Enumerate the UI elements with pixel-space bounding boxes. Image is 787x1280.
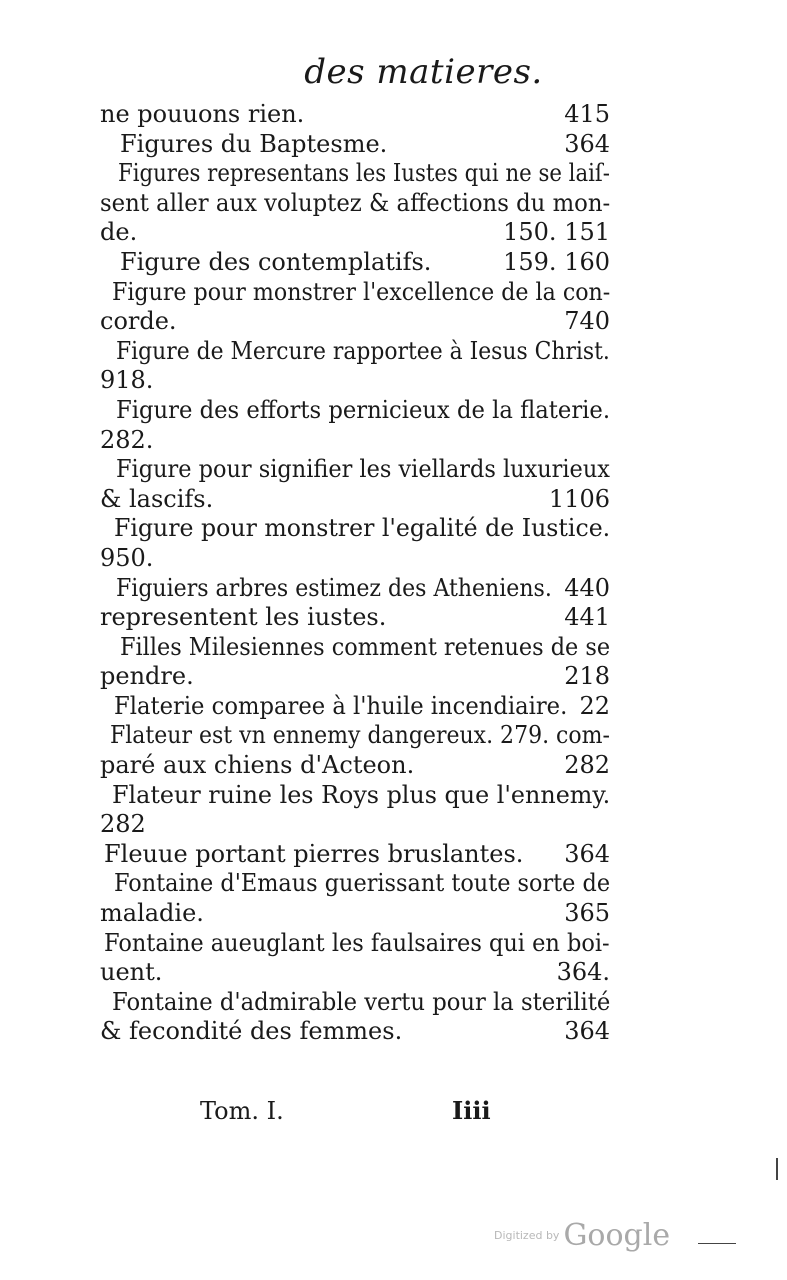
entry-text: 950.	[100, 543, 154, 572]
entry-page-number: 364	[564, 129, 610, 158]
index-line	[100, 751, 610, 781]
index-line	[100, 514, 610, 544]
index-line	[100, 810, 610, 840]
scan-edge-mark	[698, 1243, 736, 1244]
entry-page-number: 365	[564, 899, 610, 928]
index-line	[100, 781, 610, 811]
index-line	[100, 633, 610, 663]
index-line	[100, 130, 610, 160]
tome-label: Tom. I.	[200, 1097, 284, 1125]
entry-text: & lascifs.	[100, 484, 214, 513]
entry-text: Flaterie comparee à l'huile incendiaire.	[114, 691, 568, 720]
index-line	[100, 485, 610, 515]
index-line	[100, 396, 610, 426]
index-line	[100, 958, 610, 988]
entry-text: pendre.	[100, 662, 194, 691]
watermark-brand: Google	[563, 1218, 671, 1253]
entry-text: paré aux chiens d'Acteon.	[100, 751, 415, 780]
index-line	[100, 189, 610, 219]
index-line	[100, 159, 610, 189]
entry-page-number: 441	[564, 603, 610, 632]
index-line	[100, 899, 610, 929]
index-line	[100, 544, 610, 574]
entry-text: maladie.	[100, 899, 204, 928]
entry-text: 282.	[100, 425, 154, 454]
entry-text: corde.	[100, 307, 177, 336]
index-line	[100, 455, 610, 485]
entry-text: & fecondité des femmes.	[100, 1017, 403, 1046]
entry-page-number: 282	[564, 751, 610, 780]
entry-page-number: 440	[564, 573, 610, 602]
entry-page-number: 364	[564, 1017, 610, 1046]
index-line	[100, 869, 610, 899]
entry-text: representent les iustes.	[100, 603, 387, 632]
entry-text: Flateur ruine les Roys plus que l'ennemy.	[112, 780, 611, 809]
entry-text: de.	[100, 218, 138, 247]
entry-page-number: 218	[564, 662, 610, 691]
entry-page-number: 740	[564, 307, 610, 336]
entry-text: Figure des efforts pernicieux de la flaterie.	[116, 395, 611, 424]
entry-text: 282	[100, 810, 146, 839]
entry-text: Fontaine aueuglant les faulsaires qui en boi-	[104, 928, 610, 957]
index-line	[100, 662, 610, 692]
entry-text: sent aller aux voluptez & affections du mon-	[100, 188, 611, 217]
entry-text: Figure pour signifier les viellards luxurieux	[116, 455, 610, 484]
index-line	[100, 840, 610, 870]
entry-text: Figuiers arbres estimez des Atheniens.	[116, 573, 552, 602]
index-line	[100, 988, 610, 1018]
index-line	[100, 1017, 610, 1047]
entry-text: Filles Milesiennes comment retenues de se	[120, 632, 611, 661]
digitization-watermark	[494, 1218, 670, 1253]
entry-page-number: 159. 160	[503, 247, 610, 276]
index-line	[100, 278, 610, 308]
index-line	[100, 426, 610, 456]
entry-page-number: 150. 151	[503, 218, 610, 247]
entry-page-number: 22	[579, 691, 610, 720]
index-line	[100, 248, 610, 278]
entry-text: ne pouuons rien.	[100, 100, 305, 128]
entry-text: Fontaine d'admirable vertu pour la sterilité	[112, 987, 611, 1016]
index-line	[100, 337, 610, 367]
entry-page-number: 1106	[548, 484, 610, 513]
entry-page-number: 364.	[556, 958, 610, 987]
index-line	[100, 574, 610, 604]
entry-text: uent.	[100, 958, 163, 987]
watermark-prefix: Digitized by	[494, 1229, 560, 1242]
entry-text: Figure de Mercure rapportee à Iesus Christ.	[116, 336, 610, 365]
scan-edge-mark	[776, 1158, 778, 1180]
index-line	[100, 929, 610, 959]
index-entries	[100, 100, 610, 1047]
entry-text: Figure pour monstrer l'excellence de la con-	[112, 277, 611, 306]
entry-page-number: 415	[564, 100, 610, 128]
entry-text: Flateur est vn ennemy dangereux. 279. com-	[110, 721, 610, 750]
entry-text: Figures representans les Iustes qui ne se laiſ-	[118, 159, 610, 188]
page-footer	[0, 1094, 787, 1128]
running-head: des matieres.	[304, 52, 543, 92]
signature-mark: Iiii	[452, 1096, 491, 1125]
entry-text: Figure des contemplatifs.	[120, 247, 432, 276]
index-line	[100, 307, 610, 337]
index-line	[100, 366, 610, 396]
index-line	[100, 100, 610, 130]
index-line	[100, 218, 610, 248]
entry-page-number: 364	[564, 839, 610, 868]
index-line	[100, 603, 610, 633]
index-line	[100, 692, 610, 722]
entry-text: 918.	[100, 366, 154, 395]
entry-text: Figure pour monstrer l'egalité de Iustice.	[114, 514, 611, 543]
entry-text: Figures du Baptesme.	[120, 129, 388, 158]
index-line	[100, 721, 610, 751]
entry-text: Fleuue portant pierres bruslantes.	[104, 839, 524, 868]
entry-text: Fontaine d'Emaus guerissant toute sorte de	[114, 869, 611, 898]
